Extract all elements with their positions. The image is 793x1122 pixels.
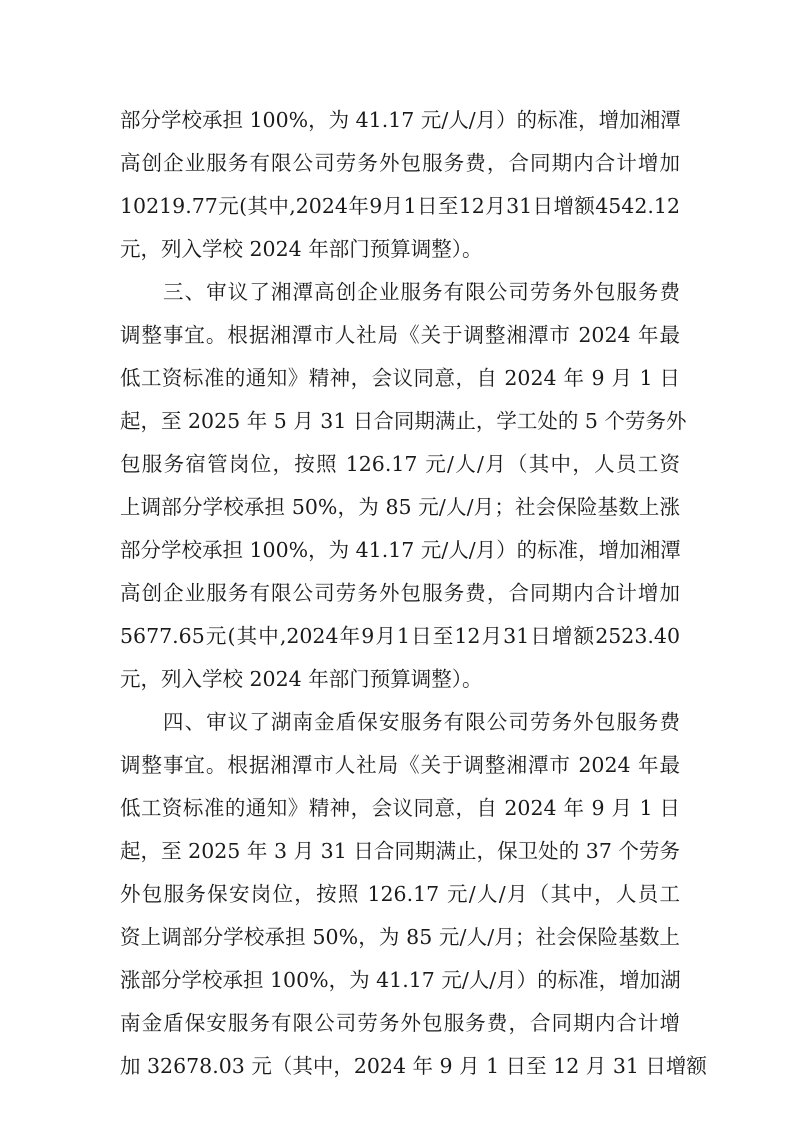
body-text-line: 10219.77元(其中,2024年9月1日至12月31日增额4542.12 (120, 194, 680, 218)
body-text-line: 高创企业服务有限公司劳务外包服务费，合同期内合计增加 (120, 151, 680, 175)
body-text-line: 低工资标准的通知》精神，会议同意，自 2024 年 9 月 1 日 (120, 366, 680, 390)
body-text-line: 元，列入学校 2024 年部门预算调整）。 (120, 667, 483, 691)
body-text-line: 调整事宜。根据湘潭市人社局《关于调整湘潭市 2024 年最 (120, 323, 680, 347)
body-text-line: 低工资标准的通知》精神，会议同意，自 2024 年 9 月 1 日 (120, 796, 680, 820)
body-text-line: 外包服务保安岗位，按照 126.17 元/人/月（其中，人员工 (120, 882, 680, 906)
body-text-line: 加 32678.03 元（其中，2024 年 9 月 1 日至 12 月 31 日增额 (120, 1054, 707, 1078)
body-text-line: 南金盾保安服务有限公司劳务外包服务费，合同期内合计增 (120, 1011, 680, 1035)
body-text-line: 高创企业服务有限公司劳务外包服务费，合同期内合计增加 (120, 581, 680, 605)
body-text-line: 元，列入学校 2024 年部门预算调整）。 (120, 237, 483, 261)
body-text-line: 部分学校承担 100%，为 41.17 元/人/月）的标准，增加湘潭 (120, 108, 681, 132)
body-text-line: 部分学校承担 100%，为 41.17 元/人/月）的标准，增加湘潭 (120, 538, 681, 562)
paragraph-4-first-line: 四、审议了湖南金盾保安服务有限公司劳务外包服务费 (163, 710, 680, 734)
body-text-line: 起，至 2025 年 5 月 31 日合同期满止，学工处的 5 个劳务外 (120, 409, 687, 433)
body-text-line: 起，至 2025 年 3 月 31 日合同期满止，保卫处的 37 个劳务 (120, 839, 680, 863)
body-text-line: 包服务宿管岗位，按照 126.17 元/人/月（其中，人员工资 (120, 452, 680, 476)
paragraph-3-first-line: 三、审议了湘潭高创企业服务有限公司劳务外包服务费 (163, 280, 680, 304)
body-text-line: 5677.65元(其中,2024年9月1日至12月31日增额2523.40 (120, 624, 680, 648)
body-text-line: 涨部分学校承担 100%，为 41.17 元/人/月）的标准，增加湖 (120, 968, 681, 992)
body-text-line: 调整事宜。根据湘潭市人社局《关于调整湘潭市 2024 年最 (120, 753, 680, 777)
body-text-line: 上调部分学校承担 50%，为 85 元/人/月；社会保险基数上涨 (120, 495, 680, 519)
body-text-line: 资上调部分学校承担 50%，为 85 元/人/月；社会保险基数上 (120, 925, 680, 949)
